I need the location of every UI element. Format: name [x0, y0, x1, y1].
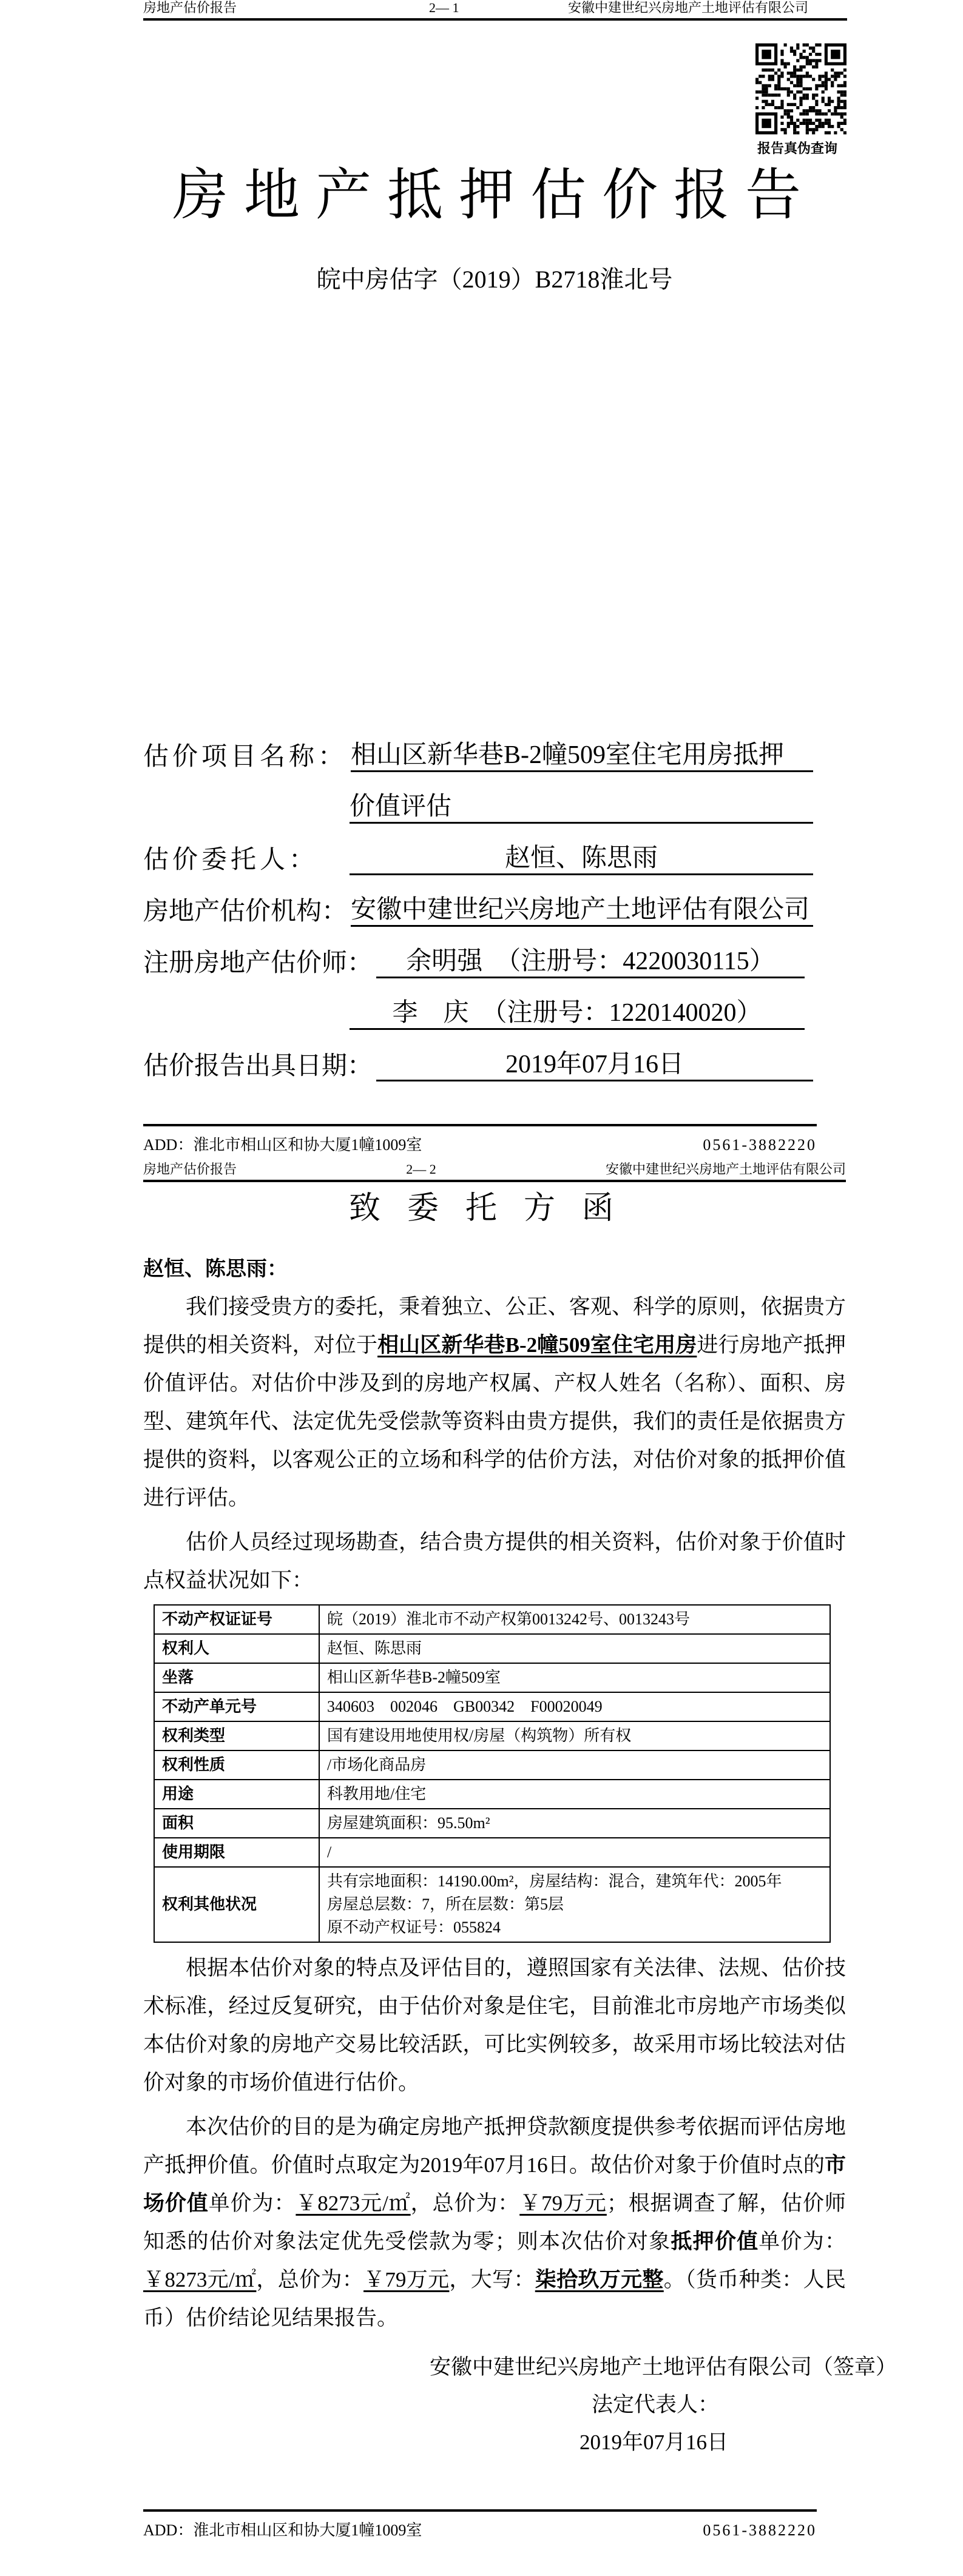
row-value	[319, 1692, 830, 1721]
row-value	[319, 1750, 830, 1780]
project-label: 估价项目名称：	[143, 743, 348, 771]
qr-label: 报告真伪查询	[757, 141, 838, 156]
row-value-line: /	[327, 1843, 332, 1861]
row-value	[319, 1838, 830, 1867]
table-row	[154, 1750, 830, 1780]
emphasized-text: 相山区新华巷B-2幢509室住宅用房	[377, 1333, 697, 1357]
row-value-line: 共有宗地面积：14190.00m²，房屋结构：混合，建筑年代：2005年	[327, 1872, 782, 1890]
table-row	[154, 1692, 830, 1721]
rights-table	[154, 1604, 831, 1943]
text-segment: 。（货币种类：人民币）估价结论见结果报告。	[143, 2268, 846, 2330]
paragraph	[143, 1949, 846, 2102]
paragraph	[143, 1523, 846, 1599]
text-segment: 本次估价的目的是为确定房地产抵押贷款额度提供参考依据而评估房地产抵押价值。价值时点取定为2019年07月16日。故估价对象于价值时点的	[143, 2115, 846, 2177]
footer-rule	[143, 2509, 817, 2512]
row-value-line: /市场化商品房	[327, 1756, 427, 1774]
row-value-line: 赵恒、陈思雨	[327, 1639, 422, 1657]
footer-phone: 0561-3882220	[703, 2521, 817, 2539]
table-row	[154, 1721, 830, 1750]
row-value-line: 国有建设用地使用权/房屋（构筑物）所有权	[327, 1727, 632, 1744]
info-project-cont	[143, 792, 813, 824]
page-header-left: 房地产估价报告	[143, 0, 237, 15]
page2-header	[143, 1162, 846, 1177]
text-segment: ，总价为：	[256, 2268, 364, 2292]
emphasized-text: ￥8273元/㎡	[296, 2191, 411, 2215]
table-row	[154, 1809, 830, 1838]
text-segment: 进行房地产抵押价值评估。对估价中涉及到的房地产权属、产权人姓名（名称）、面积、房型、建筑年代、法定优先受偿款等资料由贵方提供，我们的责任是依据贵方提供的资料，以客观公正的立场和科学的估价方法，对估价对象的抵押价值进行评估。	[143, 1333, 846, 1510]
row-value-line: 相山区新华巷B-2幢509室	[327, 1669, 501, 1686]
footer-line	[143, 2521, 817, 2540]
text-segment: ，大写：	[449, 2268, 535, 2292]
emphasized-text: 抵押价值	[671, 2230, 759, 2253]
row-value-line: 房屋建筑面积：95.50m²	[327, 1814, 490, 1832]
signature-date: 2019年07月16日	[579, 2430, 729, 2454]
text-segment: 单价为：	[759, 2230, 846, 2253]
table-row	[154, 1605, 830, 1634]
agency-label: 房地产估价机构：	[143, 898, 348, 926]
info-client	[143, 843, 813, 875]
emphasized-text: ￥79万元	[363, 2268, 450, 2292]
row-value-line: 原不动产权证号：055824	[327, 1919, 501, 1936]
date-value: 2019年07月16日	[376, 1049, 813, 1081]
paragraph	[143, 2108, 846, 2337]
row-label: 权利其他状况	[154, 1867, 319, 1942]
emphasized-text: ￥79万元	[519, 2191, 607, 2215]
row-value-line: 340603 002046 GB00342 F00020049	[327, 1698, 603, 1715]
footer-address: ADD：淮北市相山区和协大厦1幢1009室	[143, 2521, 422, 2539]
page-number: 2— 1	[429, 0, 459, 15]
table-row	[154, 1663, 830, 1692]
table-row	[154, 1867, 830, 1942]
client-label: 估价委托人：	[143, 846, 319, 874]
emphasized-text: 柒拾玖万元整	[535, 2268, 664, 2292]
signature-company: 安徽中建世纪兴房地产土地评估有限公司（签章）	[430, 2355, 897, 2379]
row-value	[319, 1867, 830, 1942]
row-value	[319, 1605, 830, 1634]
row-label: 使用期限	[154, 1838, 319, 1867]
row-value-line: 皖（2019）淮北市不动产权第0013242号、0013243号	[327, 1610, 691, 1628]
text-segment: 估价人员经过现场勘查，结合贵方提供的相关资料，估价对象于价值时点权益状况如下：	[143, 1530, 846, 1592]
table-row	[154, 1634, 830, 1663]
agency-value: 安徽中建世纪兴房地产土地评估有限公司	[351, 895, 813, 927]
footer-address: ADD：淮北市相山区和协大厦1幢1009室	[143, 1136, 422, 1154]
row-value-line: 房屋总层数：7，所在层数：第5层	[327, 1895, 564, 1913]
row-value	[319, 1809, 830, 1838]
text-segment: 根据本估价对象的特点及评估目的，遵照国家有关法律、法规、估价技术标准，经过反复研究，由于估价对象是住宅，目前淮北市房地产市场类似本估价对象的房地产交易比较活跃，可比实例较多，故采用市场比较法对估价对象的市场价值进行估价。	[143, 1956, 846, 2094]
appraiser-1: 余明强 （注册号：4220030115）	[376, 946, 805, 978]
text-segment: 我们接受贵方的委托，秉着独立、公正、客观、科学的原则，依据贵方提供的相关资料，对位于	[143, 1295, 846, 1357]
appraiser-label: 注册房地产估价师：	[143, 949, 373, 977]
row-label: 用途	[154, 1780, 319, 1809]
row-label: 权利性质	[154, 1750, 319, 1780]
page1-footer	[143, 1124, 846, 1154]
row-value-line: 科教用地/住宅	[327, 1785, 427, 1803]
footer-line	[143, 1136, 817, 1154]
row-label: 面积	[154, 1809, 319, 1838]
row-value	[319, 1634, 830, 1663]
header-rule	[143, 1180, 846, 1182]
row-label: 不动产单元号	[154, 1692, 319, 1721]
report-title: 房地产抵押估价报告	[172, 164, 817, 226]
emphasized-text: 市场价值	[143, 2153, 846, 2215]
client-value: 赵恒、陈思雨	[350, 843, 813, 875]
letter-title: 致委托方函	[348, 1191, 640, 1226]
signature-representative: 法定代表人：	[592, 2393, 720, 2416]
page-header-right: 安徽中建世纪兴房地产土地评估有限公司	[605, 1162, 846, 1177]
project-value-line2: 价值评估	[350, 792, 813, 824]
text-segment: ，总价为：	[410, 2191, 520, 2215]
row-value	[319, 1721, 830, 1750]
row-value	[319, 1663, 830, 1692]
emphasized-text: ￥8273元/㎡	[143, 2268, 257, 2292]
row-label: 权利人	[154, 1634, 319, 1663]
info-agency	[143, 895, 813, 927]
document-flow	[143, 0, 897, 2576]
info-project	[143, 740, 813, 772]
row-label: 坐落	[154, 1663, 319, 1692]
row-label: 权利类型	[154, 1721, 319, 1750]
appraiser-2: 李 庆 （注册号：1220140020）	[350, 998, 805, 1030]
paragraph	[143, 1288, 846, 1517]
report-number: 皖中房估字（2019）B2718淮北号	[316, 266, 673, 293]
project-value-line1: 相山区新华巷B-2幢509室住宅用房抵押	[351, 740, 813, 772]
info-appraiser	[143, 946, 805, 978]
text-segment: 单价为：	[208, 2191, 296, 2215]
page-header-left: 房地产估价报告	[143, 1162, 237, 1177]
page-number: 2— 2	[406, 1162, 436, 1177]
text-segment: ；根据调查了解，估价师知悉的估价对象法定优先受偿款为零；则本次估价对象	[143, 2191, 846, 2253]
footer-phone: 0561-3882220	[703, 1136, 817, 1154]
row-value	[319, 1780, 830, 1809]
info-date	[143, 1049, 813, 1081]
salutation: 赵恒、陈思雨：	[143, 1258, 288, 1280]
info-appraiser-2	[143, 998, 805, 1030]
page2-footer	[143, 2509, 846, 2540]
page-header-right: 安徽中建世纪兴房地产土地评估有限公司	[568, 0, 809, 15]
row-label: 不动产权证证号	[154, 1605, 319, 1634]
date-label: 估价报告出具日期：	[143, 1052, 373, 1080]
table-row	[154, 1838, 830, 1867]
table-row	[154, 1780, 830, 1809]
footer-rule	[143, 1124, 817, 1126]
